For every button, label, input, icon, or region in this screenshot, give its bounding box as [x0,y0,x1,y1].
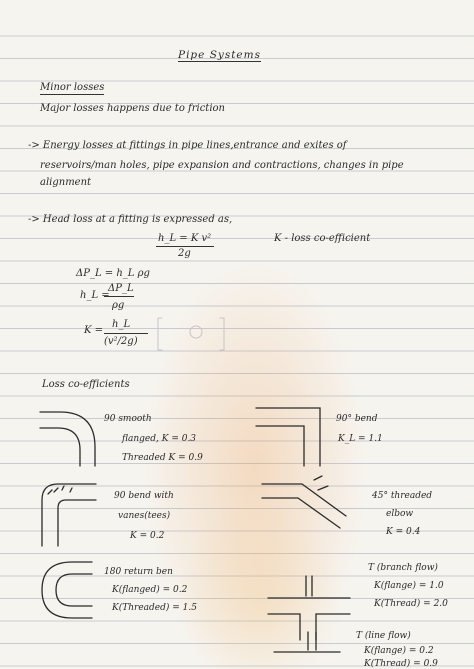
head-loss-den2: ρg [112,300,125,311]
fitting-return-180-line1: 180 return ben [104,567,173,577]
fitting-vanes-90-line2: vanes(tees) [118,511,171,521]
fitting-threaded-45-line1: 45° threaded [372,491,433,501]
page-title: Pipe Systems [178,49,261,61]
ghost-bracket-sketch [158,318,224,350]
fitting-threaded-45-line3: K = 0.4 [386,527,421,537]
fitting-tee-branch-line1: T (branch flow) [368,563,438,573]
k-definition: K - loss co-efficient [274,233,371,244]
fitting-sharp-90-line2: K_L = 1.1 [338,434,383,444]
fitting-tee-line-line2: K(flange) = 0.2 [364,646,434,656]
head-loss-intro: -> Head loss at a fitting is expressed as, [28,214,233,225]
head-loss-eq-den: 2g [178,248,191,259]
fitting-return-180-line3: K(Threaded) = 1.5 [112,603,197,613]
energy-note-line3: alignment [40,177,92,188]
heading-minor-losses: Minor losses [40,82,105,93]
fitting-smooth-90-line3: Threaded K = 0.9 [122,453,203,463]
return-bend-sketch [42,562,92,618]
vanes-bend-sketch [42,484,96,546]
elbow-45-sketch [262,476,346,528]
tee-branch-sketch [268,576,350,640]
fitting-vanes-90-line3: K = 0.2 [130,531,165,541]
fitting-threaded-45-line2: elbow [386,509,414,519]
k-lhs: K = [84,325,104,336]
head-loss-eq-num: h_L = K v² [158,233,212,244]
fitting-tee-line-line3: K(Thread) = 0.9 [364,659,438,669]
fitting-tee-branch-line3: K(Thread) = 2.0 [374,599,448,609]
loss-coefficients-heading: Loss co-efficients [42,379,130,390]
fitting-sharp-90-line1: 90° bend [336,414,378,424]
fitting-return-180-line2: K(flanged) = 0.2 [112,585,188,595]
energy-note-line2: reservoirs/man holes, pipe expansion and contractions, changes in pipe [40,160,404,171]
head-loss-num2: ΔP_L [108,283,134,294]
energy-note-line1: -> Energy losses at fittings in pipe lines,entrance and exites of [28,140,347,151]
fitting-tee-branch-line2: K(flange) = 1.0 [374,581,444,591]
heading-major-losses: Major losses happens due to friction [40,103,225,114]
fitting-vanes-90-line1: 90 bend with [114,491,174,501]
fitting-smooth-90-line1: 90 smooth [104,414,152,424]
sharp-bend-sketch [256,408,320,466]
fitting-tee-line-line1: T (line flow) [356,631,411,641]
head-loss-lhs: h_L = [80,290,110,301]
pressure-loss-eq: ΔP_L = h_L ρg [76,268,150,279]
smooth-bend-sketch [40,412,95,466]
k-den: (v²/2g) [104,336,138,347]
fitting-smooth-90-line2: flanged, K = 0.3 [122,434,197,444]
k-num: h_L [112,319,131,330]
tee-line-sketch [274,632,340,652]
